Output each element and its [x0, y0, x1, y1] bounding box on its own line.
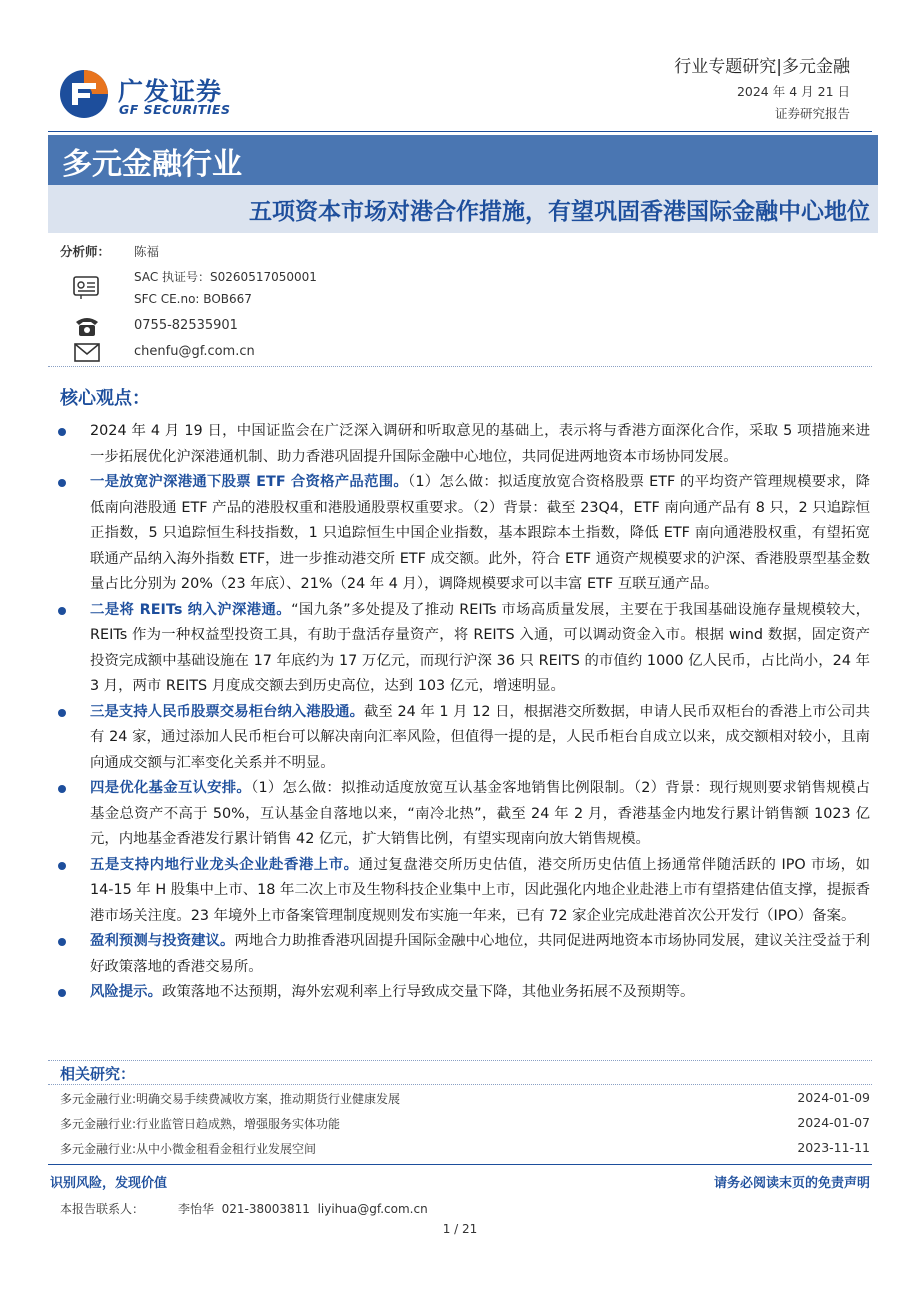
point-lead: 四是优化基金互认安排。: [90, 780, 252, 796]
analyst-sac: SAC 执证号：S0260517050001: [134, 270, 317, 284]
contact-value: 李怡华 021-38003811 liyihua@gf.com.cn: [178, 1202, 428, 1216]
related-research-title: 相关研究：: [60, 1065, 136, 1083]
point-text: 通过复盘港交所历史估值，港交所历史估值上扬通常伴随活跃的 IPO 市场，如 14-15 年 H 股集中上市、18 年二次上市及生物科技企业集中上市，因此强化内地企业赴港上市有望搭建估值支撑，提振香港市场关注度。23 年境外上市备案管理制度规则发布实施一年来，已有 72 家企业完成赴港首次公开发行（IPO）备案。: [90, 856, 870, 924]
report-type: 行业专题研究|多元金融: [674, 57, 850, 77]
mail-icon: [72, 340, 102, 366]
report-kind: 证券研究报告: [774, 106, 850, 121]
certificate-icon: [72, 274, 102, 300]
point-text: 2024 年 4 月 19 日，中国证监会在广泛深入调研和听取意见的基础上，表示将与香港方面深化合作，采取 5 项措施来进一步拓展优化沪深港通机制、助力香港巩固提升国际金融中心地位，共同促进两地资本市场协同发展。: [90, 423, 870, 465]
related-item-title[interactable]: 多元金融行业:行业监管日趋成熟，增强服务实体功能: [60, 1117, 341, 1131]
related-item[interactable]: [60, 1090, 870, 1112]
point-text: 两地合力助推香港巩固提升国际金融中心地位，共同促进两地资本市场协同发展，建议关注受益于利好政策落地的香港交易所。: [90, 933, 870, 975]
list-item: [90, 980, 870, 1006]
related-item-date: 2023-11-11: [797, 1140, 870, 1155]
list-item: [90, 853, 870, 930]
brand-name-en: GF SECURITIES: [119, 102, 231, 117]
point-text: （1）怎么做：拟适度放宽合资格股票 ETF 的平均资产管理规模要求，降低南向港股通 ETF 产品的港股权重和港股通股票权重要求。（2）背景：截至 23Q4，ETF 南向通产品有 8 只，2 只追踪恒正指数，5 只追踪恒生科技指数，1 只追踪恒生中国企业指数，基本跟踪本土指数，降低 ETF 南向通港股权重，有望拓宽联通产品纳入海外指数 ETF，进一步推动港交所 ETF 成交额。此外，符合 ETF 通资产规模要求的沪深、香港股票型基金数量占比分别为 20%（23 年底）、21%（24 年 4 月），调降规模要求可以丰富 ETF 互联互通产品。: [90, 474, 870, 592]
core-views-title: 核心观点：: [60, 388, 150, 409]
brand-name-cn: 广发证券: [118, 77, 223, 106]
point-text: “国九条”多处提及了推动 REITs 市场高质量发展，主要在于我国基础设施存量规模较大，REITs 作为一种权益型投资工具，有助于盘活存量资产，将 REITS 入通，可以调动资金入市。根据 wind 数据，固定资产投资完成额中基础设施在 17 年底约为 17 万亿元，而现行沪深 36 只 REITS 的市值约 1000 亿人民币，占比尚小，24 年 3 月，两市 REITS 月度成交额去到历史高位，达到 103 亿元，增速明显。: [90, 601, 870, 694]
analyst-name: 陈福: [134, 244, 160, 259]
list-item: [90, 419, 870, 470]
contact-label: 本报告联系人：: [60, 1202, 145, 1216]
section-divider: [48, 366, 872, 367]
header-divider: [48, 131, 872, 132]
footer-slogan: 识别风险，发现价值: [50, 1176, 168, 1191]
point-text: 政策落地不达预期，海外宏观利率上行导致成交量下降，其他业务拓展不及预期等。: [161, 984, 695, 1000]
point-text: 截至 24 年 1 月 12 日，根据港交所数据，申请人民币双柜台的香港上市公司共有 24 家，通过添加人民币柜台可以解决南向汇率风险，但值得一提的是，人民币柜台自成立以来，成交额相对较小，且南向通成交额与汇率变化关系并不明显。: [90, 703, 870, 771]
footer-disclaimer: 请务必阅读末页的免责声明: [713, 1176, 870, 1191]
related-item-title[interactable]: 多元金融行业:从中小微金租看金租行业发展空间: [60, 1142, 317, 1156]
core-views-list: [90, 419, 870, 1006]
industry-name: 多元金融行业: [62, 147, 242, 182]
analyst-phone: 0755-82535901: [134, 318, 238, 333]
list-item: [90, 598, 870, 700]
brand-logo: [58, 68, 258, 120]
point-text: （1）怎么做：拟推动适度放宽互认基金客地销售比例限制。（2）背景：现行规则要求销售规模占基金总资产不高于 50%，互认基金自落地以来，“南冷北热”，截至 24 年 2 月，香港基金内地发行累计销售额 1023 亿元，内地基金香港发行累计销售 42 亿元，扩大销售比例，有望实现南向放大销售规模。: [90, 780, 870, 847]
list-item: [90, 776, 870, 853]
analyst-email[interactable]: chenfu@gf.com.cn: [134, 344, 255, 359]
section-divider: [48, 1060, 872, 1061]
list-item: [90, 470, 870, 598]
related-item-title[interactable]: 多元金融行业:明确交易手续费减收方案，推动期货行业健康发展: [60, 1092, 401, 1106]
list-item: [90, 700, 870, 777]
point-lead: 一是放宽沪深港通下股票 ETF 合资格产品范围。: [90, 474, 408, 490]
point-lead: 二是将 REITs 纳入沪深港通。: [90, 601, 292, 618]
list-item: [90, 929, 870, 980]
analyst-sfc: SFC CE.no: BOB667: [134, 292, 252, 306]
related-item-date: 2024-01-09: [797, 1090, 870, 1105]
related-item-date: 2024-01-07: [797, 1115, 870, 1130]
point-lead: 风险提示。: [90, 984, 162, 1000]
related-item[interactable]: [60, 1115, 870, 1137]
phone-icon: [72, 313, 102, 339]
report-date: 2024 年 4 月 21 日: [736, 84, 850, 99]
gf-logo-icon: [58, 68, 110, 120]
section-divider: [48, 1084, 872, 1085]
page-number: 1 / 21: [442, 1222, 478, 1236]
related-item[interactable]: [60, 1140, 870, 1162]
analyst-label: 分析师：: [60, 244, 111, 259]
report-title: 五项资本市场对港合作措施，有望巩固香港国际金融中心地位: [249, 199, 870, 225]
point-lead: 三是支持人民币股票交易柜台纳入港股通。: [90, 703, 364, 720]
point-lead: 盈利预测与投资建议。: [90, 933, 235, 949]
point-lead: 五是支持内地行业龙头企业赴香港上市。: [90, 856, 359, 873]
footer-divider: [48, 1164, 872, 1165]
